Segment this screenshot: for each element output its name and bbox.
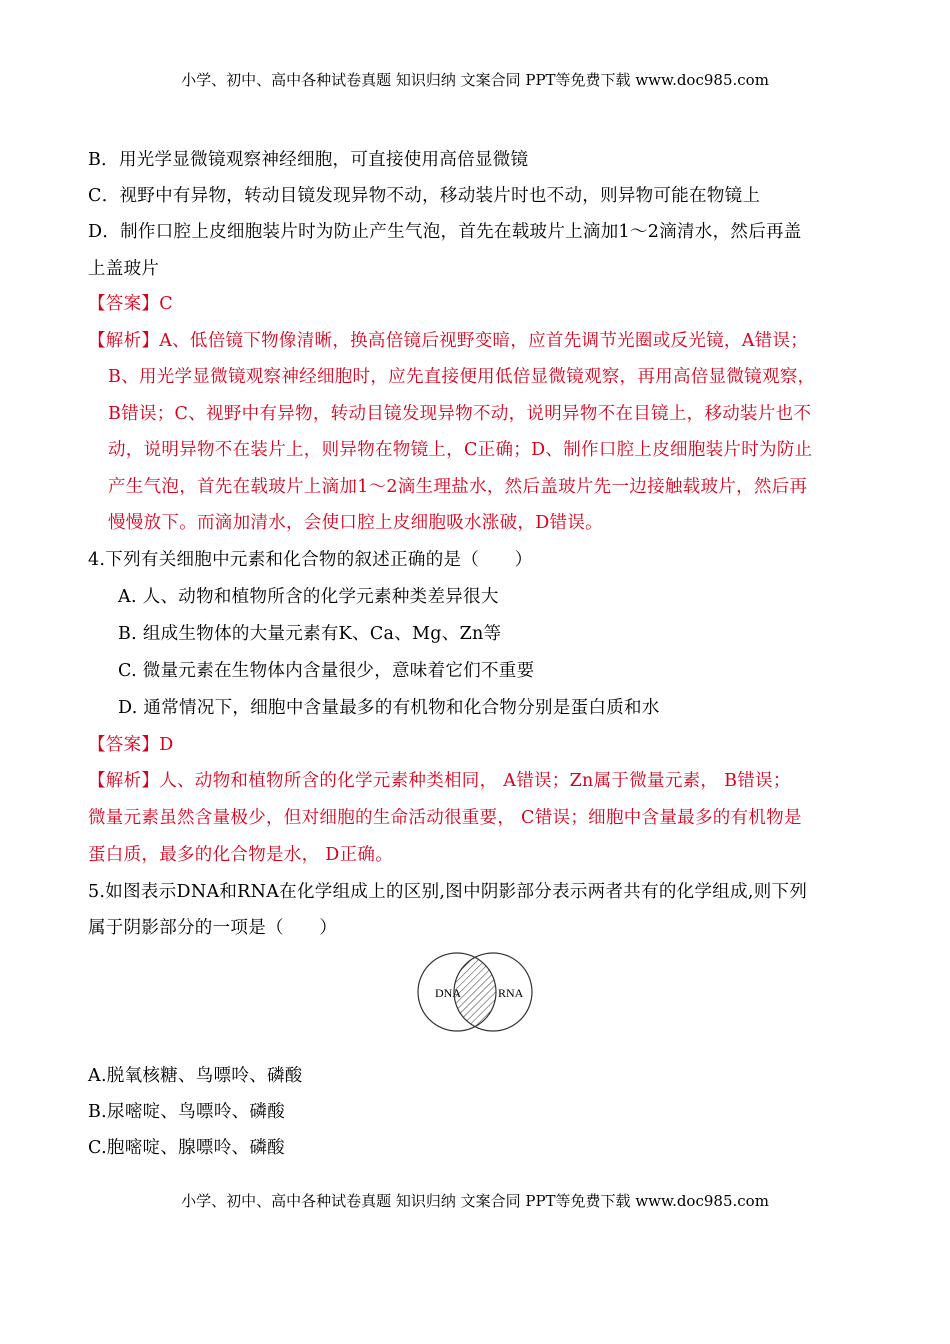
q4-option-b: B. 组成生物体的大量元素有K、Ca、Mg、Zn等: [118, 624, 502, 644]
q5-option-c: C.胞嘧啶、腺嘌呤、磷酸: [88, 1138, 285, 1158]
q3-analysis-line2: B、用光学显微镜观察神经细胞时，应先直接便用低倍显微镜观察，再用高倍显微镜观察，: [108, 367, 816, 387]
q3-answer: 【答案】C: [88, 294, 173, 314]
q3-option-d-line1: D．制作口腔上皮细胞装片时为防止产生气泡，首先在载玻片上滴加1～2滴清水，然后再盖: [88, 222, 802, 242]
page-footer: 小学、初中、高中各种试卷真题 知识归纳 文案合同 PPT等免费下载 www.doc985.com: [181, 1192, 769, 1210]
rna-label: RNA: [498, 986, 524, 1000]
q5-option-a: A.脱氧核糖、鸟嘌呤、磷酸: [88, 1066, 303, 1086]
q3-analysis-line5: 产生气泡，首先在载玻片上滴加1～2滴生理盐水，然后盖玻片先一边接触载玻片，然后再: [108, 477, 808, 497]
q5-option-b: B.尿嘧啶、鸟嘌呤、磷酸: [88, 1102, 286, 1122]
dna-rna-venn-diagram: [410, 950, 540, 1034]
q3-option-b: B．用光学显微镜观察神经细胞，可直接使用高倍显微镜: [88, 150, 529, 170]
q3-analysis-line6: 慢慢放下。而滴加清水，会使口腔上皮细胞吸水涨破，D错误。: [108, 513, 603, 533]
q4-stem: 4.下列有关细胞中元素和化合物的叙述正确的是（ ）: [88, 550, 533, 570]
q4-analysis-line1: 【解析】人、动物和植物所含的化学元素种类相同， A错误；Zn属于微量元素， B错误；: [88, 771, 791, 791]
q5-stem-line2: 属于阴影部分的一项是（ ）: [88, 918, 338, 938]
page-header: 小学、初中、高中各种试卷真题 知识归纳 文案合同 PPT等免费下载 www.doc985.com: [181, 71, 769, 89]
q3-analysis-line3: B错误；C、视野中有异物，转动目镜发现异物不动，说明异物不在目镜上，移动装片也不: [108, 404, 812, 424]
q4-answer: 【答案】D: [88, 735, 174, 755]
q3-analysis-line1: 【解析】A、低倍镜下物像清晰，换高倍镜后视野变暗，应首先调节光圈或反光镜，A错误；: [88, 331, 809, 351]
q4-analysis-line3: 蛋白质，最多的化合物是水， D正确。: [88, 845, 393, 865]
q3-analysis-line4: 动，说明异物不在装片上，则异物在物镜上，C正确；D、制作口腔上皮细胞装片时为防止: [108, 440, 813, 460]
dna-label: DNA: [435, 986, 461, 1000]
q4-option-c: C. 微量元素在生物体内含量很少，意味着它们不重要: [118, 661, 535, 681]
q4-option-d: D. 通常情况下，细胞中含量最多的有机物和化合物分别是蛋白质和水: [118, 698, 660, 718]
q3-option-d-line2: 上盖玻片: [88, 259, 160, 279]
q5-stem-line1: 5.如图表示DNA和RNA在化学组成上的区别,图中阴影部分表示两者共有的化学组成,则下列: [88, 882, 808, 902]
q4-analysis-line2: 微量元素虽然含量极少，但对细胞的生命活动很重要， C错误；细胞中含量最多的有机物是: [88, 808, 802, 828]
q3-option-c: C．视野中有异物，转动目镜发现异物不动，移动装片时也不动，则异物可能在物镜上: [88, 186, 761, 206]
q4-option-a: A. 人、动物和植物所含的化学元素种类差异很大: [118, 587, 499, 607]
